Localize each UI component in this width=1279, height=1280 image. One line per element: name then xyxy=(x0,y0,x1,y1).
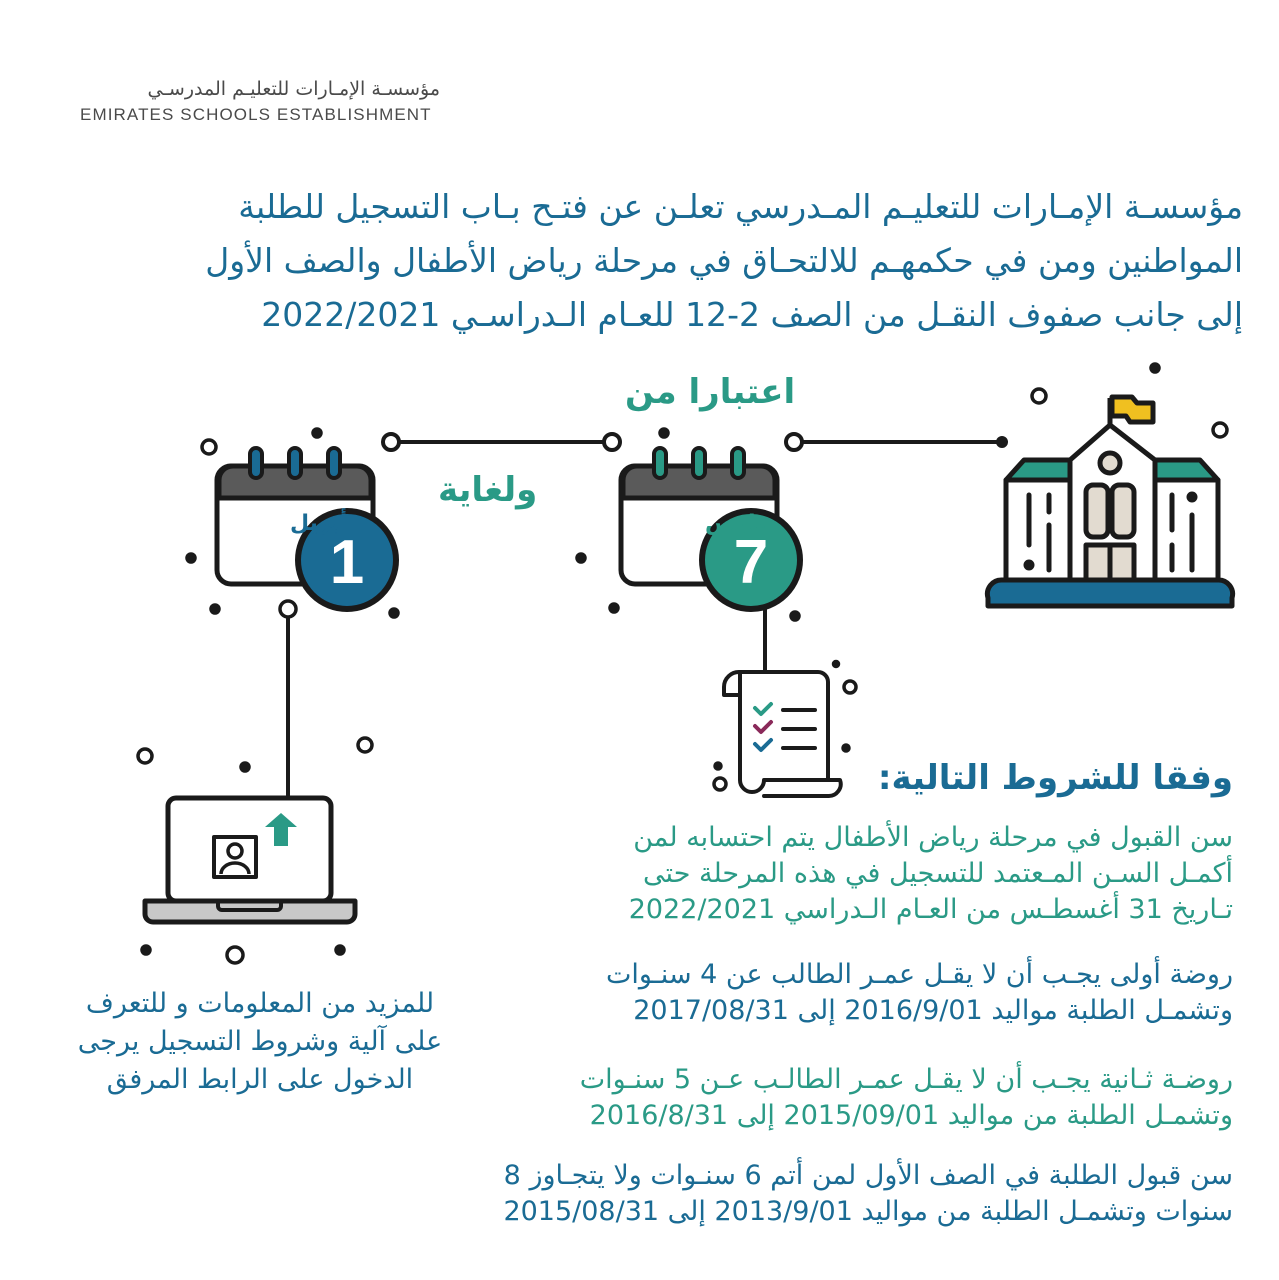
from-label: اعتبارا من xyxy=(625,372,796,412)
school-building-icon xyxy=(987,397,1232,606)
end-month-name: أبريل xyxy=(290,511,348,536)
condition-item xyxy=(403,1158,1233,1230)
start-day-number: 7 xyxy=(733,528,769,597)
condition-line: سن قبول الطلبة في الصف الأول لمن أتم 6 سنـوات ولا يتجـاوز 8 xyxy=(503,1160,1233,1191)
condition-line: سنوات وتشمـل الطلبة من مواليد 2013/9/01 إلى 2015/08/31 xyxy=(503,1196,1233,1227)
condition-line: وتشمـل الطلبة مواليد 2016/9/01 إلى 2017/08/31 xyxy=(633,995,1233,1026)
logo-arabic-name: مؤسسـة الإمـارات للتعليـم المدرسـي xyxy=(147,78,440,100)
headline-line: إلى جانب صفوف النقـل من الصف 2-12 للعـام الـدراسـي 2022/2021 xyxy=(261,295,1243,334)
more-info-text xyxy=(40,985,480,1099)
end-day-number: 1 xyxy=(329,528,365,597)
conditions-title: وفقا للشروط التالية: xyxy=(877,758,1233,798)
more-info-line: للمزيد من المعلومات و للتعرف xyxy=(85,988,435,1019)
start-month-name: مارس xyxy=(705,511,770,536)
more-info-line: الدخول على الرابط المرفق xyxy=(106,1064,414,1095)
condition-line: روضة أولى يجـب أن لا يقـل عمـر الطالب عن 4 سنـوات xyxy=(606,959,1233,990)
headline-line: المواطنين ومن في حكمهـم للالتحـاق في مرحلة رياض الأطفال والصف الأول xyxy=(205,241,1243,280)
more-info-line: على آلية وشروط التسجيل يرجى xyxy=(77,1026,443,1057)
condition-item xyxy=(473,1062,1233,1134)
headline-line: مؤسسـة الإمـارات للتعليـم المـدرسي تعلـن عن فتـح بـاب التسجيل للطلبة xyxy=(238,187,1243,226)
until-label: ولغاية xyxy=(438,470,538,510)
condition-item xyxy=(493,957,1233,1029)
condition-line: تـاريخ 31 أغسطـس من العـام الـدراسي 2022/2021 xyxy=(628,894,1233,925)
checklist-scroll-icon xyxy=(724,672,841,796)
condition-line: روضـة ثـانية يجـب أن لا يقـل عمـر الطالـب عـن 5 سنـوات xyxy=(579,1064,1233,1095)
laptop-upload-icon xyxy=(145,798,355,922)
condition-line: سن القبول في مرحلة رياض الأطفال يتم احتسابه لمن xyxy=(633,822,1233,853)
condition-line: أكمـل السـن المـعتمد للتسجيل في هذه المرحلة حتى xyxy=(643,858,1233,889)
condition-line: وتشمـل الطلبة من مواليد 2015/09/01 إلى 2016/8/31 xyxy=(589,1100,1233,1131)
condition-item xyxy=(513,820,1233,928)
logo-english-name: EMIRATES SCHOOLS ESTABLISHMENT xyxy=(80,105,432,124)
